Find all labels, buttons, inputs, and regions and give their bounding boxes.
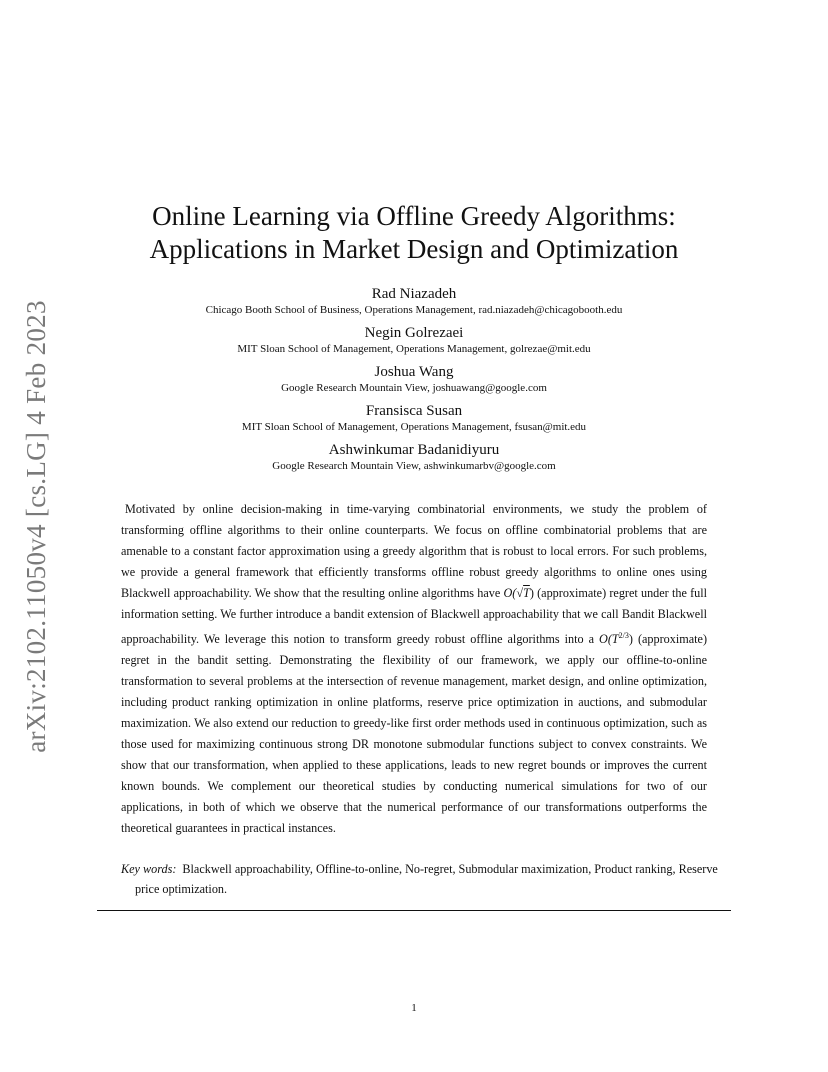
author-affiliation: MIT Sloan School of Management, Operations Management, fsusan@mit.edu [241, 421, 587, 433]
abstract-text-part-3: (approximate) regret in the bandit setting. Demonstrating the flexibility of our framework, we apply our offline-to-online transformation to several problems at the intersection of revenue management, market design, and online optimization, including product ranking optimization in online platforms, reserve price optimization in auctions, and submodular maximization. We also extend our reduction to greedy-like first order methods used in continuous optimization, such as those used for maximizing continuous strong DR monotone submodular functions subject to convex constraints. We show that our transformation, when applied to these applications, leads to new regret bounds or improves the current known bounds. We complement our theoretical studies by conducting numerical simulations for two of our applications, in both of which we observe that the numerical performance of our transformations outperforms the theoretical guarantees in practical instances. [121, 632, 707, 836]
exponent: 2/3 [618, 631, 629, 640]
author-affiliation: Google Research Mountain View, ashwinkumarbv@google.com [272, 460, 556, 472]
big-o-symbol: O( [503, 586, 517, 600]
author-block [98, 285, 730, 318]
closing-parenthesis: ) [529, 586, 534, 600]
abstract-text-part-1: Motivated by online decision-making in time-varying combinatorial environments, we study the problem of transforming offline algorithms to their online counterparts. We focus on offline combinatorial problems that are amenable to a constant factor approximation using a greedy algorithm that is robust to local errors. For such problems, we provide a general framework that efficiently transforms offline robust greedy algorithms to online ones using Blackwell approachability. We show that the resulting online algorithms have [121, 502, 707, 600]
arxiv-identifier-text: arXiv:2102.11050v4 [cs.LG] 4 Feb 2023 [20, 299, 51, 753]
author-block [98, 363, 730, 396]
author-list [98, 285, 730, 480]
keywords-label: Key words: [121, 862, 177, 876]
paper-title [98, 200, 730, 266]
page-number: 1 [411, 1002, 417, 1014]
author-block [98, 324, 730, 357]
regret-bound-t-two-thirds [599, 632, 633, 646]
horizontal-rule [97, 910, 731, 911]
big-o-symbol: O( [599, 632, 612, 647]
square-root-symbol: √ [516, 586, 524, 600]
abstract-text-part-2: (approximate) regret under the full information setting. We further introduce a bandit extension of Blackwell approachability that we call Bandit Blackwell approachability. We leverage this notion to transform greedy robust offline algorithms into a [121, 586, 707, 647]
author-affiliation: MIT Sloan School of Management, Operations Management, golrezae@mit.edu [237, 343, 591, 355]
regret-bound-sqrt-t [503, 586, 533, 600]
math-variable-t: T [523, 586, 530, 600]
author-name: Ashwinkumar Badanidiyuru [328, 442, 500, 458]
author-name: Rad Niazadeh [371, 286, 457, 302]
keywords [121, 859, 725, 899]
keywords-text: Blackwell approachability, Offline-to-online, No-regret, Submodular maximization, Product ranking, Reserve price optimization. [135, 862, 718, 896]
paper-title-line-2: Applications in Market Design and Optimization [149, 234, 679, 264]
math-variable-t: T [611, 632, 619, 647]
author-name: Joshua Wang [374, 364, 454, 380]
arxiv-identifier-stamp [16, 296, 56, 756]
author-affiliation: Google Research Mountain View, joshuawang@google.com [281, 382, 547, 394]
abstract [121, 499, 707, 839]
closing-parenthesis: ) [628, 632, 633, 647]
author-block [98, 402, 730, 435]
paper-title-line-1: Online Learning via Offline Greedy Algorithms: [152, 201, 676, 231]
author-name: Fransisca Susan [365, 403, 463, 419]
author-name: Negin Golrezaei [364, 325, 464, 341]
author-block [98, 441, 730, 474]
author-affiliation: Chicago Booth School of Business, Operations Management, rad.niazadeh@chicagobooth.edu [205, 304, 623, 316]
